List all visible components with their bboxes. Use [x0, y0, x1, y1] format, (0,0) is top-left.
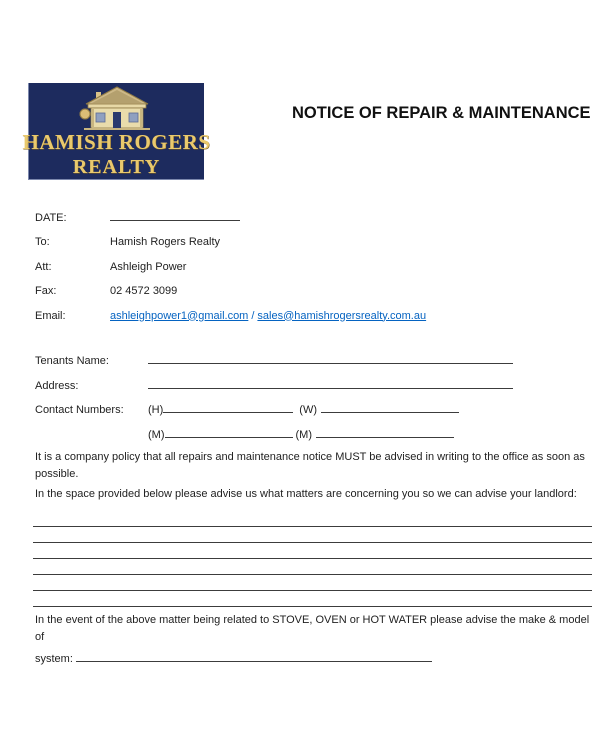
mobile1-phone-blank-field	[165, 425, 293, 438]
att-value: Ashleigh Power	[110, 260, 187, 273]
tenants-name-label: Tenants Name:	[35, 355, 109, 367]
home-phone-prefix: (H)	[148, 404, 164, 417]
address-label: Address:	[35, 379, 79, 392]
tenants-name-blank-field	[148, 351, 513, 364]
email-label: Email:	[35, 309, 66, 322]
fax-label: Fax:	[35, 285, 57, 298]
writing-line	[33, 575, 592, 591]
att-label: Att:	[35, 260, 52, 273]
tenant-details-section	[35, 349, 513, 447]
mobile2-phone-blank-field	[316, 425, 454, 438]
work-phone-blank-field	[321, 400, 459, 413]
email-link-primary[interactable]: ashleighpower1@gmail.com	[110, 309, 249, 322]
office-details-section	[35, 206, 426, 328]
writing-line	[33, 511, 592, 527]
email-link-sales[interactable]: sales@hamishrogersrealty.com.au	[257, 309, 427, 322]
system-blank-field	[76, 649, 432, 662]
system-paragraph	[35, 612, 590, 668]
mobile1-phone-prefix: (M)	[148, 428, 165, 441]
tenants-name-row	[35, 349, 513, 374]
address-blank-field	[148, 376, 513, 389]
contact-numbers-row-2	[35, 423, 513, 448]
contact-numbers-row-1	[35, 398, 513, 423]
hamish-rogers-realty-logo	[22, 83, 211, 180]
to-label: To:	[35, 236, 50, 249]
fax-row	[35, 279, 426, 303]
logo-text-line1: HAMISH ROGERS	[22, 130, 211, 154]
writing-line	[33, 559, 592, 575]
instruction-paragraph: In the space provided below please advise us what matters are concerning you so we can advise your landlord:	[35, 488, 577, 500]
att-row	[35, 255, 426, 279]
email-row	[35, 304, 426, 328]
date-row	[35, 206, 426, 230]
writing-line	[33, 543, 592, 559]
to-value: Hamish Rogers Realty	[110, 236, 221, 249]
document-title: NOTICE OF REPAIR & MAINTENANCE	[292, 104, 591, 122]
writing-line	[33, 591, 592, 607]
house-icon	[78, 86, 156, 132]
date-blank-field	[110, 208, 240, 221]
contact-numbers-label: Contact Numbers:	[35, 404, 124, 417]
policy-paragraph: It is a company policy that all repairs and maintenance notice MUST be advised in writing to the office as soon as possible.	[35, 451, 585, 480]
mobile2-phone-prefix: (M)	[295, 428, 312, 441]
fax-value: 02 4572 3099	[110, 285, 178, 298]
home-phone-blank-field	[163, 400, 293, 413]
email-separator: /	[251, 309, 255, 322]
repair-description-lines	[33, 511, 592, 607]
work-phone-prefix: (W)	[299, 404, 317, 417]
address-row	[35, 374, 513, 399]
system-paragraph-line2	[35, 649, 590, 668]
system-paragraph-line1: In the event of the above matter being related to STOVE, OVEN or HOT WATER please advise the make & model of	[35, 614, 590, 643]
to-row	[35, 230, 426, 254]
logo-text-line2: REALTY	[72, 156, 161, 178]
date-label: DATE:	[35, 212, 67, 224]
system-label: system:	[35, 652, 73, 665]
writing-line	[33, 527, 592, 543]
